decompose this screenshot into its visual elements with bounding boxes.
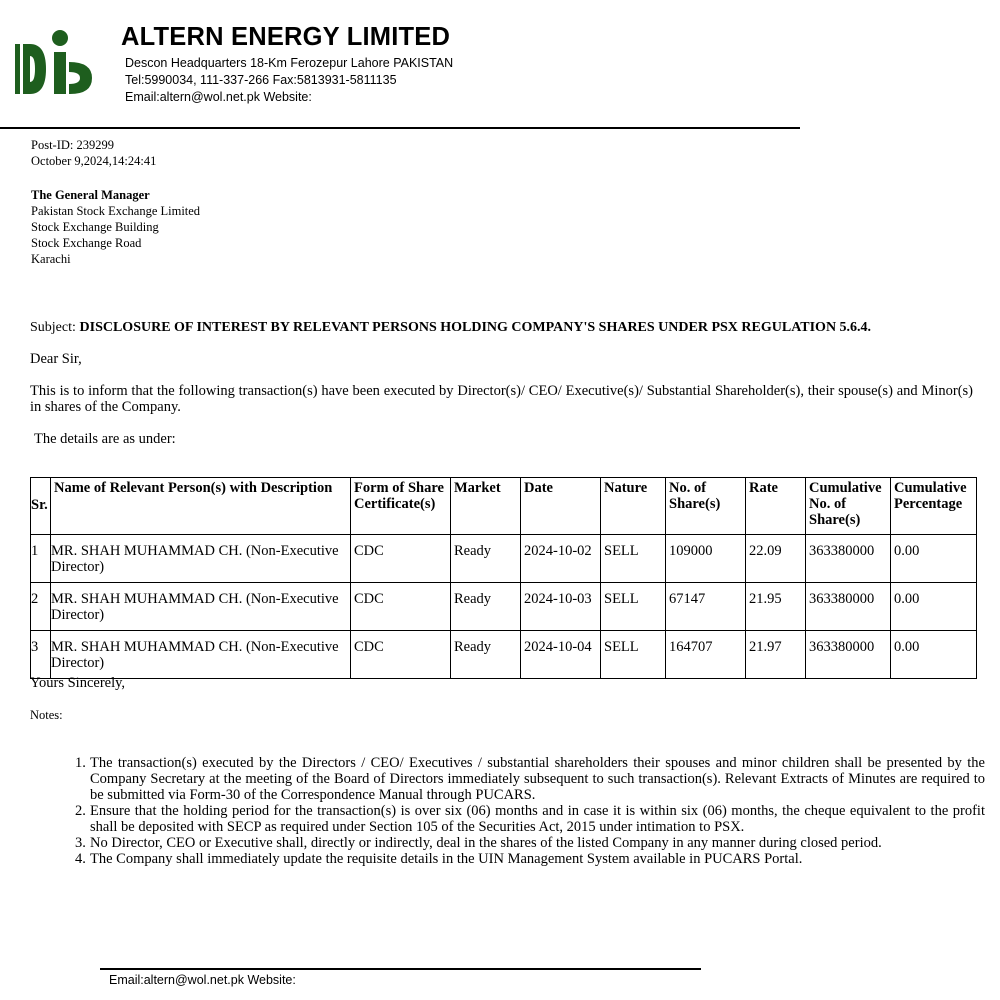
note-number: 3.: [75, 835, 86, 851]
subject-line: [30, 319, 871, 336]
column-header: Market: [451, 478, 521, 535]
recipient-line: Pakistan Stock Exchange Limited: [31, 204, 201, 218]
closing: Yours Sincerely,: [30, 675, 126, 691]
table-cell: 1: [31, 535, 51, 583]
table-cell: CDC: [351, 583, 451, 631]
table-cell: SELL: [601, 583, 666, 631]
table-cell: 0.00: [891, 631, 977, 679]
notes-label: Notes:: [30, 708, 63, 722]
details-intro: The details are as under:: [34, 431, 176, 447]
note-number: 4.: [75, 851, 86, 867]
table-cell: 2: [31, 583, 51, 631]
table-header-row: [31, 478, 977, 535]
table-cell: 3: [31, 631, 51, 679]
table-row: [31, 583, 977, 631]
list-item: [75, 851, 985, 867]
recipient-line: Karachi: [31, 252, 71, 266]
table-cell: 164707: [666, 631, 746, 679]
company-name: ALTERN ENERGY LIMITED: [121, 23, 451, 51]
table-cell: SELL: [601, 631, 666, 679]
salutation: Dear Sir,: [30, 351, 82, 367]
column-header: Nature: [601, 478, 666, 535]
table-cell: 0.00: [891, 583, 977, 631]
table-cell: 363380000: [806, 535, 891, 583]
post-datetime: October 9,2024,14:24:41: [31, 154, 157, 168]
table-row: [31, 535, 977, 583]
column-header: Name of Relevant Person(s) with Description: [51, 478, 351, 535]
recipient-title: The General Manager: [31, 188, 150, 202]
column-header: Form of Share Certificate(s): [351, 478, 451, 535]
table-cell: MR. SHAH MUHAMMAD CH. (Non-Executive Director): [51, 583, 351, 631]
subject-text: DISCLOSURE OF INTEREST BY RELEVANT PERSONS HOLDING COMPANY'S SHARES UNDER PSX REGULATION 5.6.4.: [79, 320, 872, 335]
company-email-website: Email:altern@wol.net.pk Website:: [125, 90, 312, 104]
note-text: The Company shall immediately update the requisite details in the UIN Management System available in PUCARS Portal.: [90, 851, 803, 867]
table-cell: 109000: [666, 535, 746, 583]
column-header: Date: [521, 478, 601, 535]
table-cell: 2024-10-02: [521, 535, 601, 583]
footer-divider: [100, 968, 701, 970]
disclosure-table: [30, 477, 977, 679]
column-header: Cumulative Percentage: [891, 478, 977, 535]
header-divider: [0, 127, 800, 129]
column-header: No. of Share(s): [666, 478, 746, 535]
recipient-line: Stock Exchange Building: [31, 220, 159, 234]
intro-paragraph: This is to inform that the following transaction(s) have been executed by Director(s)/ CEO/ Executive(s)/ Substantial Shareholder(s), their spouse(s) and Minor(s) in shares of the Company.: [30, 383, 973, 415]
column-header: Sr.: [31, 478, 51, 535]
subject-label: Subject:: [30, 320, 76, 335]
table-cell: CDC: [351, 535, 451, 583]
note-text: The transaction(s) executed by the Directors / CEO/ Executives / substantial shareholders their spouses and minor children shall be presented by the Company Secretary at the meeting of the Board of Directors immediately subsequent to such transaction(s). Relevant Extracts of Minutes are required to be submitted via Form-30 of the Correspondence Manual through PUCARS.: [90, 755, 985, 803]
table-cell: 22.09: [746, 535, 806, 583]
list-item: [75, 835, 985, 851]
notes-list: [75, 755, 985, 867]
column-header: Rate: [746, 478, 806, 535]
table-cell: 21.97: [746, 631, 806, 679]
note-number: 1.: [75, 755, 86, 771]
table-cell: Ready: [451, 631, 521, 679]
table-cell: CDC: [351, 631, 451, 679]
table-cell: Ready: [451, 583, 521, 631]
table-row: [31, 631, 977, 679]
table-cell: 67147: [666, 583, 746, 631]
list-item: [75, 755, 985, 803]
company-logo: [14, 28, 94, 98]
company-tel-fax: Tel:5990034, 111-337-266 Fax:5813931-5811135: [125, 73, 397, 87]
note-text: No Director, CEO or Executive shall, directly or indirectly, deal in the shares of the listed Company in any manner during closed period.: [90, 835, 882, 851]
post-id: Post-ID: 239299: [31, 138, 114, 152]
note-text: Ensure that the holding period for the transaction(s) is over six (06) months and in case it is within six (06) months, the cheque equivalent to the profit shall be deposited with SECP as required under Section 105 of the Securities Act, 2015 under intimation to PSX.: [90, 803, 985, 835]
table-cell: 363380000: [806, 583, 891, 631]
table-cell: 363380000: [806, 631, 891, 679]
footer-email-website: Email:altern@wol.net.pk Website:: [109, 973, 296, 987]
recipient-line: Stock Exchange Road: [31, 236, 142, 250]
table-cell: MR. SHAH MUHAMMAD CH. (Non-Executive Director): [51, 535, 351, 583]
note-number: 2.: [75, 803, 86, 819]
table-cell: 21.95: [746, 583, 806, 631]
table-cell: 2024-10-04: [521, 631, 601, 679]
column-header: Cumulative No. of Share(s): [806, 478, 891, 535]
table-cell: MR. SHAH MUHAMMAD CH. (Non-Executive Director): [51, 631, 351, 679]
table-cell: Ready: [451, 535, 521, 583]
table-cell: 2024-10-03: [521, 583, 601, 631]
list-item: [75, 803, 985, 835]
table-cell: 0.00: [891, 535, 977, 583]
table-cell: SELL: [601, 535, 666, 583]
company-address: Descon Headquarters 18-Km Ferozepur Lahore PAKISTAN: [125, 56, 454, 70]
